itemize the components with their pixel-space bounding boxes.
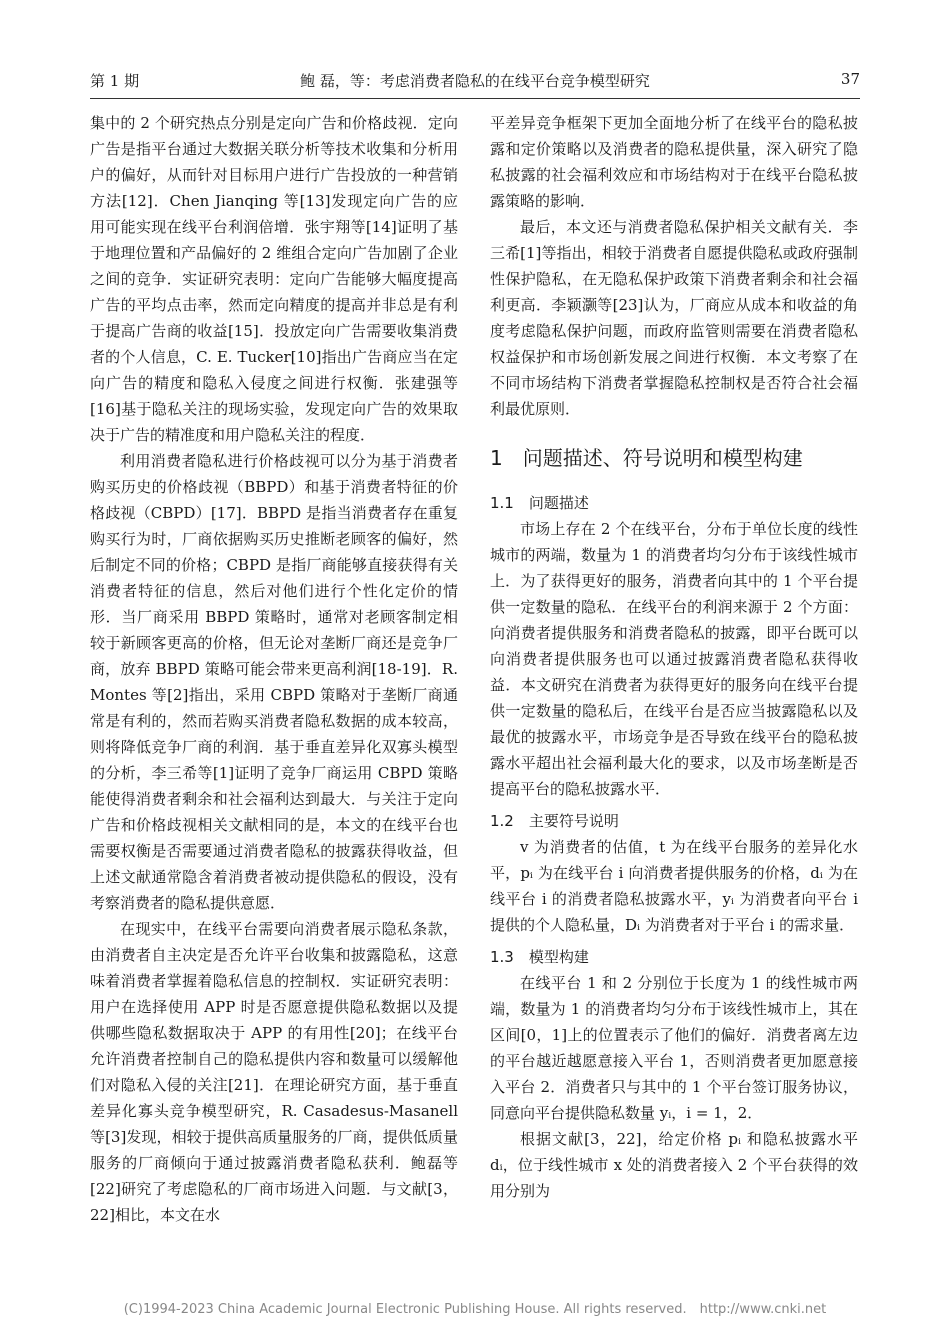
paragraph: 最后，本文还与消费者隐私保护相关文献有关．李三希[1]等指出，相较于消费者自愿提供隐私或政府强制性保护隐私，在无隐私保护政策下消费者剩余和社会福利更高．李颖灏等[23]认为，厂商应从成本和收益的角度考虑隐私保护问题，而政府监管则需要在消费者隐私权益保护和市场创新发展之间进行权衡．本文考察了在不同市场结构下消费者掌握隐私控制权是否符合社会福利最优原则． bbox=[490, 218, 858, 418]
header-rule bbox=[90, 98, 860, 99]
page-number: 37 bbox=[840, 70, 860, 88]
subsection-heading: 1.3 模型构建 bbox=[490, 948, 589, 966]
subsection-heading: 1.2 主要符号说明 bbox=[490, 812, 619, 830]
running-header bbox=[90, 70, 860, 96]
section-heading: 1 问题描述、符号说明和模型构建 bbox=[490, 446, 803, 470]
left-column bbox=[90, 110, 458, 1228]
right-column bbox=[490, 110, 858, 1204]
subsection-heading: 1.1 问题描述 bbox=[490, 494, 589, 512]
paragraph: 集中的 2 个研究热点分别是定向广告和价格歧视．定向广告是指平台通过大数据关联分析等技术收集和分析用户的偏好，从而针对目标用户进行广告投放的一种营销方法[12]．Chen Jianqing 等[13]发现定向广告的应用可能实现在线平台利润倍增．张宇翔等[14]证明了基于地理位置和产品偏好的 2 维组合定向广告加剧了企业之间的竞争．实证研究表明：定向广告能够大幅度提高广告的平均点击率，然而定向精度的提高并非总是有利于提高广告商的收益[15]．投放定向广告需要收集消费者的个人信息，C. E. Tucker[10]指出广告商应当在定向广告的精度和隐私入侵度之间进行权衡．张建强等[16]基于隐私关注的现场实验，发现定向广告的效果取决于广告的精准度和用户隐私关注的程度． bbox=[90, 114, 458, 444]
issue-label: 第 1 期 bbox=[90, 72, 140, 90]
paragraph: 平差异竞争框架下更加全面地分析了在线平台的隐私披露和定价策略以及消费者的隐私提供量，深入研究了隐私披露的社会福利效应和市场结构对于在线平台隐私披露策略的影响． bbox=[490, 114, 858, 210]
paragraph: 根据文献[3，22]，给定价格 pᵢ 和隐私披露水平 dᵢ，位于线性城市 x 处的消费者接入 2 个平台获得的效用分别为 bbox=[490, 1130, 858, 1200]
paragraph: 市场上存在 2 个在线平台，分布于单位长度的线性城市的两端，数量为 1 的消费者均匀分布于该线性城市上．为了获得更好的服务，消费者向其中的 1 个平台提供一定数量的隐私．在线平台的利润来源于 2 个方面：向消费者提供服务和消费者隐私的披露，即平台既可以向消费者提供服务也可以通过披露消费者隐私获得收益．本文研究在消费者为获得更好的服务向在线平台提供一定数量的隐私后，在线平台是否应当披露隐私以及最优的披露水平，市场竞争是否导致在线平台的隐私披露水平超出社会福利最大化的要求，以及市场垄断是否提高平台的隐私披露水平． bbox=[490, 520, 858, 798]
paragraph: 利用消费者隐私进行价格歧视可以分为基于消费者购买历史的价格歧视（BBPD）和基于消费者特征的价格歧视（CBPD）[17]．BBPD 是指当消费者存在重复购买行为时，厂商依据购买历史推断老顾客的偏好，然后制定不同的价格；CBPD 是指厂商能够直接获得有关消费者特征的信息，然后对他们进行个性化定价的情形．当厂商采用 BBPD 策略时，通常对老顾客制定相较于新顾客更高的价格，但无论对垄断厂商还是竞争厂商，放弃 BBPD 策略可能会带来更高利润[18-19]．R. Montes 等[2]指出，采用 CBPD 策略对于垄断厂商通常是有利的，然而若购买消费者隐私数据的成本较高，则将降低竞争厂商的利润．基于垂直差异化双寡头模型的分析，李三希等[1]证明了竞争厂商运用 CBPD 策略能使得消费者剩余和社会福利达到最大．与关注于定向广告和价格歧视相关文献相同的是，本文的在线平台也需要权衡是否需要通过消费者隐私的披露获得收益，但上述文献通常隐含着消费者被动提供隐私的假设，没有考察消费者的隐私提供意愿． bbox=[90, 452, 458, 912]
running-title: 鲍 磊，等：考虑消费者隐私的在线平台竞争模型研究 bbox=[300, 72, 650, 90]
paragraph: 在线平台 1 和 2 分别位于长度为 1 的线性城市两端，数量为 1 的消费者均匀分布于该线性城市上，其在区间[0，1]上的位置表示了他们的偏好．消费者离左边的平台越近越愿意接入平台 1，否则消费者更加愿意接入平台 2．消费者只与其中的 1 个平台签订服务协议，同意向平台提供隐私数量 yᵢ，i = 1，2． bbox=[490, 974, 858, 1122]
paragraph: 在现实中，在线平台需要向消费者展示隐私条款，由消费者自主决定是否允许平台收集和披露隐私，这意味着消费者掌握着隐私信息的控制权．实证研究表明：用户在选择使用 APP 时是否愿意提供隐私数据以及提供哪些隐私数据取决于 APP 的有用性[20]；在线平台允许消费者控制自己的隐私提供内容和数量可以缓解他们对隐私入侵的关注[21]．在理论研究方面，基于垂直差异化寡头竞争模型研究，R. Casadesus-Masanell 等[3]发现，相较于提供高质量服务的厂商，提供低质量服务的厂商倾向于通过披露消费者隐私获利．鲍磊等[22]研究了考虑隐私的厂商市场进入问题．与文献[3，22]相比，本文在水 bbox=[90, 920, 458, 1224]
copyright-footer: (C)1994-2023 China Academic Journal Electronic Publishing House. All rights reserved. http://www.cnki.net bbox=[123, 1302, 827, 1317]
paragraph: v 为消费者的估值，t 为在线平台服务的差异化水平，pᵢ 为在线平台 i 向消费者提供服务的价格，dᵢ 为在线平台 i 的消费者隐私披露水平，yᵢ 为消费者向平台 i 提供的个人隐私量，Dᵢ 为消费者对于平台 i 的需求量． bbox=[490, 838, 858, 934]
